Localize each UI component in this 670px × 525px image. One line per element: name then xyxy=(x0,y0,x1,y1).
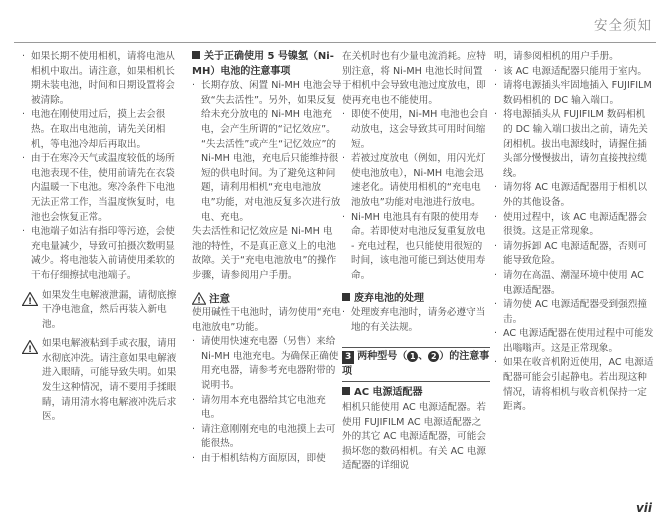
caution-title: 注意 xyxy=(209,292,230,305)
model-heading xyxy=(342,347,490,382)
list-item: · 请使用快速充电器（另售）来给 Ni-MH 电池充电。为确保正确使用充电器，请参考充电器附带的说明书。 xyxy=(192,335,342,393)
section-title: 关于正确使用 5 号镍氢（Ni-MH）电池的注意事项 xyxy=(192,51,334,77)
list-item: · 由于在寒冷天气或温度较低的场所电池表现不佳，使用前请先在衣袋内温暖一下电池。寒冷条件下电池无法正常工作，当温度恢复时，电池也会恢复正常。 xyxy=(22,152,182,225)
paragraph: 明，请参阅相机的用户手册。 xyxy=(494,51,619,62)
paragraph: 使用碱性干电池时，请勿使用“充电电池放电”功能。 xyxy=(192,307,341,333)
paragraph: 相机只能使用 AC 电源适配器。若使用 FUJIFILM AC 电源适配器之外的其它 AC 电源适配器，可能会损坏您的数码相机。有关 AC 电源适配器的详细说 xyxy=(342,402,486,472)
list-item: · 请勿拆卸 AC 电源适配器，否则可能导致危险。 xyxy=(494,240,654,269)
section-heading xyxy=(192,50,342,79)
list-item: · 长期存放、闲置 Ni-MH 电池会导致“失去活性”。另外，如果反复给未充分放电的 Ni-MH 电池充电，会产生所谓的“记忆效应”。 xyxy=(192,79,342,137)
list-item: · 将电源插头从 FUJIFILM 数码相机的 DC 输入端口拔出之前，请先关闭相机。拔出电源线时，请握住插头部分慢慢拔出，请勿直接拽拉缆线。 xyxy=(494,108,654,181)
caution-heading xyxy=(192,292,342,307)
heading-text: ）的注意事项 xyxy=(342,351,490,377)
svg-text:!: ! xyxy=(27,345,33,355)
square-bullet-icon xyxy=(342,387,350,395)
paragraph: 失去活性和记忆效应是 Ni-MH 电池的特性，不是真正意义上的电池故障。关于“充电电池放电”的操作步骤，请参阅用户手册。 xyxy=(192,226,337,281)
svg-text:!: ! xyxy=(27,296,33,306)
list-item: · 请勿用本充电器给其它电池充电。 xyxy=(192,394,342,423)
page-number: vii xyxy=(635,501,652,515)
number-badge: 3 xyxy=(342,351,354,364)
list-item: · 若被过度放电（例如，用闪光灯使电池放电），Ni-MH 电池会迅速老化。请使用相机的“充电电池放电”功能对电池进行放电。 xyxy=(342,152,490,210)
warning-icon xyxy=(22,340,38,354)
list-item: · 如果长期不使用相机，请将电池从相机中取出。请注意，如果相机长期未装电池，时间和日期设置将会被清除。 xyxy=(22,50,182,108)
header-title: 安全须知 xyxy=(594,18,652,34)
paragraph: 在关机时也有少量电流消耗。应特别注意，将 Ni-MH 电池长时间置于相机中会导致电池过度放电，即使再充电也不能使用。 xyxy=(342,51,486,106)
section-title: AC 电源适配器 xyxy=(354,387,423,399)
column-4 xyxy=(494,50,654,415)
warning-block xyxy=(2,289,182,333)
section-title: 废弃电池的处理 xyxy=(354,292,424,304)
list-item: · 请勿将 AC 电源适配器用于相机以外的其他设备。 xyxy=(494,181,654,210)
list-item: · 请勿在高温、潮湿环境中使用 AC 电源适配器。 xyxy=(494,269,654,298)
list-item: · 如果在收音机附近使用，AC 电源适配器可能会引起静电。若出现这种情况，请将相机与收音机保持一定距离。 xyxy=(494,356,654,414)
list-item: · 由于相机结构方面原因，即使 xyxy=(192,452,342,467)
column-3 xyxy=(342,50,490,474)
list-item: · 请将电源插头牢固地插入 FUJIFILM 数码相机的 DC 输入端口。 xyxy=(494,79,654,108)
warning-icon xyxy=(22,292,38,306)
paragraph: “失去活性”或产生“记忆效应”的 Ni-MH 电池，充电后只能维持很短的供电时间。为了避免这种问题，请利用相机“充电电池放电”功能，对电池反复多次进行放电、充电。 xyxy=(201,138,341,223)
square-bullet-icon xyxy=(192,51,200,59)
list-item: · 使用过程中，该 AC 电源适配器会很烫。这是正常现象。 xyxy=(494,211,654,240)
section-heading xyxy=(342,386,490,401)
warning-text: 如果电解液粘到手或衣服，请用水彻底冲洗。请注意如果电解液进入眼睛，可能导致失明。如果发生这种情况，请不要用手揉眼睛，请用清水将电解液冲洗后求医。 xyxy=(42,338,177,423)
list-item: · 该 AC 电源适配器只能用于室内。 xyxy=(494,65,654,80)
list-item: · 处理废弃电池时，请务必遵守当地的有关法规。 xyxy=(342,306,490,335)
circled-number: 1 xyxy=(407,351,418,362)
heading-text: 两种型号（ xyxy=(357,351,408,363)
warning-text: 如果发生电解液泄漏，请彻底擦干净电池盒，然后再装入新电池。 xyxy=(42,289,177,330)
warning-block xyxy=(2,337,182,425)
column-2 xyxy=(192,50,342,467)
list-item: · 请勿使 AC 电源适配器受到强烈撞击。 xyxy=(494,298,654,327)
list-item: · AC 电源适配器在使用过程中可能发出嗡嗡声。这是正常现象。 xyxy=(494,327,654,356)
caution-icon xyxy=(192,292,206,305)
list-item: · 即使不使用，Ni-MH 电池也会自动放电，这会导致其可用时间缩短。 xyxy=(342,108,490,152)
list-item: · 电池在刚使用过后，摸上去会很热。在取出电池前，请先关闭相机，等电池冷却后再取出。 xyxy=(22,108,182,152)
heading-text: 、 xyxy=(418,351,429,363)
column-1 xyxy=(22,50,182,425)
list-item: · 请注意刚刚充电的电池摸上去可能很热。 xyxy=(192,423,342,452)
svg-text:!: ! xyxy=(197,296,201,306)
section-heading xyxy=(342,292,490,307)
circled-number: 2 xyxy=(428,351,439,362)
header-rule xyxy=(14,42,656,43)
list-item: · 电池端子如沾有指印等污迹，会使充电量减少，导致可拍摄次数明显减少。将电池装入前请使用柔软的干布仔细擦拭电池端子。 xyxy=(22,225,182,283)
square-bullet-icon xyxy=(342,293,350,301)
list-item: · Ni-MH 电池具有有限的使用寿命。若即使对电池反复重复放电 - 充电过程，也只能使用很短的时间，该电池可能已到达使用寿命。 xyxy=(342,211,490,284)
